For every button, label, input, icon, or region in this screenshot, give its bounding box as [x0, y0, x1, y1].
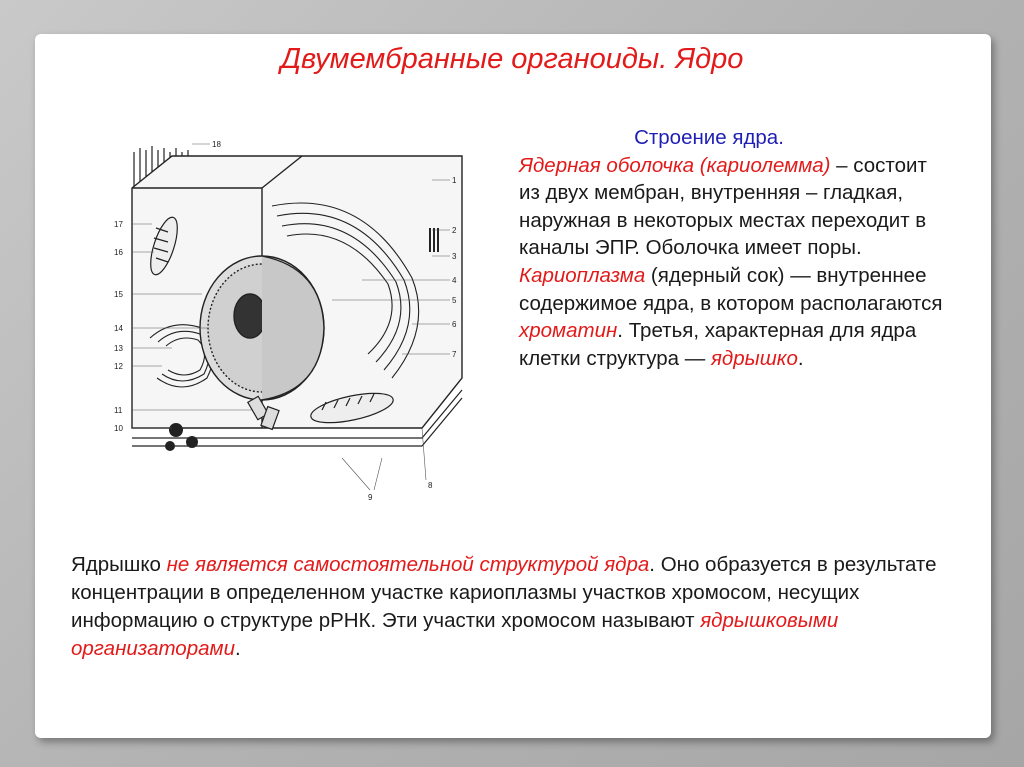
third-end: .	[797, 346, 804, 370]
label-17: 17	[114, 220, 123, 229]
label-5: 5	[452, 296, 457, 305]
label-7: 7	[452, 350, 457, 359]
nucleolus-paragraph	[71, 551, 971, 663]
label-18: 18	[212, 140, 221, 149]
label-14: 14	[114, 324, 123, 333]
slide-title: Двумембранные органоиды. Ядро	[280, 43, 744, 75]
label-1: 1	[452, 176, 457, 185]
label-11: 11	[114, 406, 123, 415]
third-structure-text: Третья, характерная для ядра клетки структура —	[519, 319, 917, 370]
subtitle: Строение ядра.	[634, 126, 784, 149]
label-9: 9	[368, 493, 373, 502]
label-4: 4	[452, 276, 457, 285]
term-chromatin: хроматин	[519, 319, 618, 343]
term-nucleolar-organizers: ядрышковыми организаторами	[71, 609, 839, 660]
bottom-part-1: Ядрышко	[71, 553, 167, 576]
term-karyolemma: Ядерная оболочка (кариолемма)	[519, 153, 831, 177]
karyoplasm-description: (ядерный сок) — внутреннее содержимое ядра, в котором располагаются	[519, 263, 943, 315]
nucleus	[200, 256, 324, 400]
membrane-description: состоит из двух мембран, внутренняя – гладкая, наружная в некоторых местах переходит в каналы ЭПР. Оболочка имеет поры.	[519, 153, 927, 260]
bottom-part-2: . Оно образуется в результате концентрации в определенном участке кариоплазмы участков хромосом, несущих информацию о структуре рРНК. Эти участки хромосом называют	[71, 553, 937, 632]
label-10: 10	[114, 424, 123, 433]
bottom-part-3: .	[234, 637, 241, 660]
term-nucleolus: ядрышко	[710, 346, 798, 370]
cell-structure-diagram	[112, 128, 472, 518]
term-not-independent: не является самостоятельной структурой ядра	[166, 553, 650, 576]
membrane-dash: –	[830, 153, 848, 177]
nucleus-structure-text	[519, 124, 949, 372]
label-3: 3	[452, 252, 457, 261]
label-8: 8	[428, 481, 433, 490]
label-6: 6	[452, 320, 457, 329]
label-13: 13	[114, 344, 123, 353]
label-2: 2	[452, 226, 457, 235]
term-karyoplasm: Кариоплазма	[519, 263, 646, 287]
label-15: 15	[114, 290, 123, 299]
label-16: 16	[114, 248, 123, 257]
label-12: 12	[114, 362, 123, 371]
karyoplasm-end: .	[617, 319, 623, 343]
nucleolus	[234, 294, 266, 338]
